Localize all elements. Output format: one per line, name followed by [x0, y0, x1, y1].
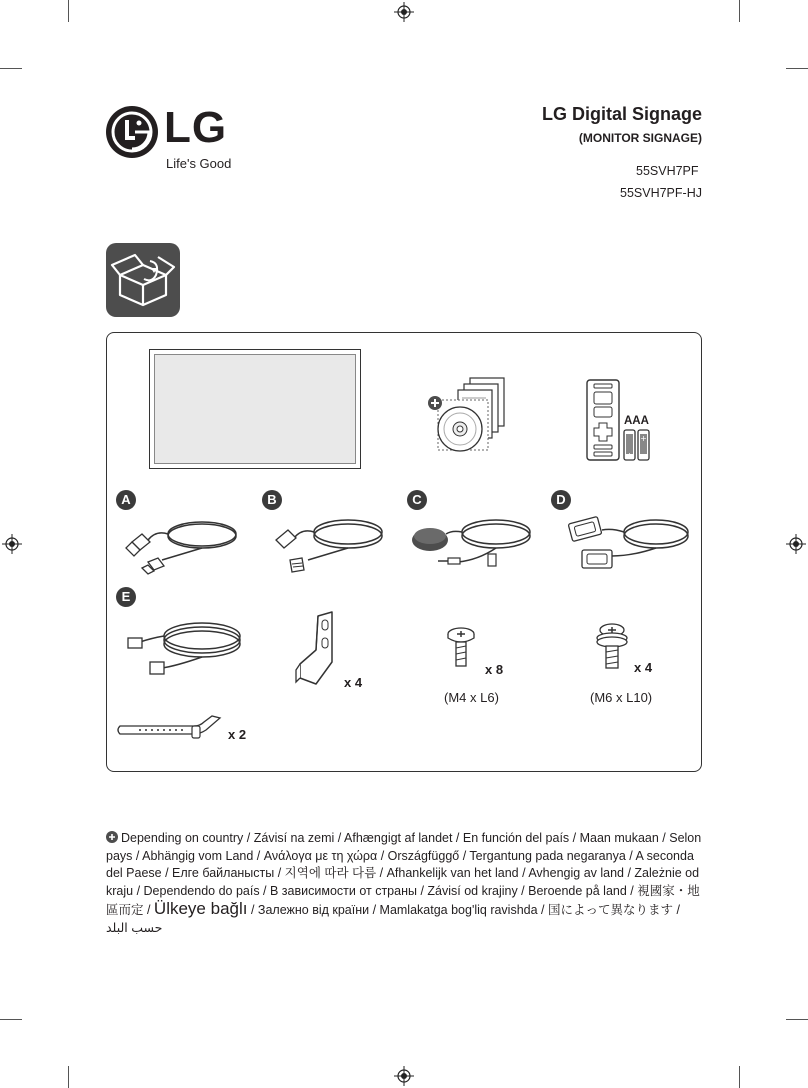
- registration-mark-icon: [786, 534, 806, 554]
- country-note-text: Depending on country / Závisí na zemi / Afhængigt af landet / En función del país / Maan mukaan / Selon pays / Abhängig vom Land / Ανάλογα με τη χώρα / Országfüggő / Tergantung pada negaranya / A seconda del Paese / Елге байланысты / 지역에 따라 다름 / Afhankelijk van het land / Avhengig av land / Zależnie od kraju / Dependendo do país / В зависимости от страны / Závisí od krajiny / Beroende på land / 視國家・地區而定 /: [106, 831, 702, 917]
- svg-text:+: +: [640, 434, 647, 443]
- cable-badge-d: D: [551, 490, 571, 510]
- crop-mark: [68, 1066, 69, 1088]
- crop-mark: [0, 68, 22, 69]
- brand-wordmark: LG: [164, 103, 228, 152]
- battery-type-label: AAA: [624, 415, 649, 427]
- country-note-text: / Залежно від країни / Mamlakatga bog'liq ravishda / 国によって異なります / حسب البلد: [106, 903, 680, 935]
- plus-circle-icon: [106, 831, 118, 843]
- crop-mark: [739, 0, 740, 22]
- registration-mark-icon: [394, 1066, 414, 1086]
- screw-m6-quantity: x 4: [634, 660, 653, 675]
- screw-m4-quantity: x 8: [485, 662, 504, 677]
- cable-e-icon: [126, 614, 246, 684]
- battery-icon: [622, 428, 652, 462]
- model-number: 55SVH7PF: [636, 164, 699, 178]
- crop-mark: [0, 1019, 22, 1020]
- cable-badge-a: A: [116, 490, 136, 510]
- cable-b-icon: [268, 510, 392, 576]
- screw-m6-icon: [595, 622, 629, 672]
- document-subtitle: (MONITOR SIGNAGE): [578, 131, 702, 145]
- model-number: 55SVH7PF-HJ: [620, 186, 702, 200]
- screw-m6-size: (M6 x L10): [590, 690, 653, 705]
- cable-badge-c: C: [407, 490, 427, 510]
- document-title: LG Digital Signage: [541, 104, 702, 124]
- cable-d-icon: [562, 510, 692, 576]
- registration-mark-icon: [394, 2, 414, 22]
- package-contents-icon: [106, 243, 180, 317]
- brand-tagline: Life's Good: [166, 156, 232, 171]
- crop-mark: [68, 0, 69, 22]
- cable-a-icon: [122, 510, 246, 576]
- lg-logo-icon: [105, 105, 159, 159]
- bracket-icon: [292, 610, 342, 690]
- registration-mark-icon: [2, 534, 22, 554]
- cable-badge-b: B: [262, 490, 282, 510]
- cable-c-icon: [408, 510, 538, 576]
- screw-m4-size: (M4 x L6): [444, 690, 499, 705]
- crop-mark: [739, 1066, 740, 1088]
- manual-cd-icon: [426, 374, 514, 458]
- cable-tie-quantity: x 2: [228, 727, 247, 742]
- cable-badge-e: E: [116, 587, 136, 607]
- remote-control-icon: [586, 379, 620, 461]
- bracket-quantity: x 4: [344, 675, 363, 690]
- monitor-illustration: [149, 349, 361, 469]
- screw-m4-icon: [446, 626, 476, 670]
- country-note-text: Ülkeye bağlı: [153, 899, 248, 918]
- cable-tie-icon: [116, 714, 226, 740]
- crop-mark: [786, 1019, 808, 1020]
- svg-text:+: +: [626, 451, 633, 460]
- country-note: [106, 830, 706, 937]
- crop-mark: [786, 68, 808, 69]
